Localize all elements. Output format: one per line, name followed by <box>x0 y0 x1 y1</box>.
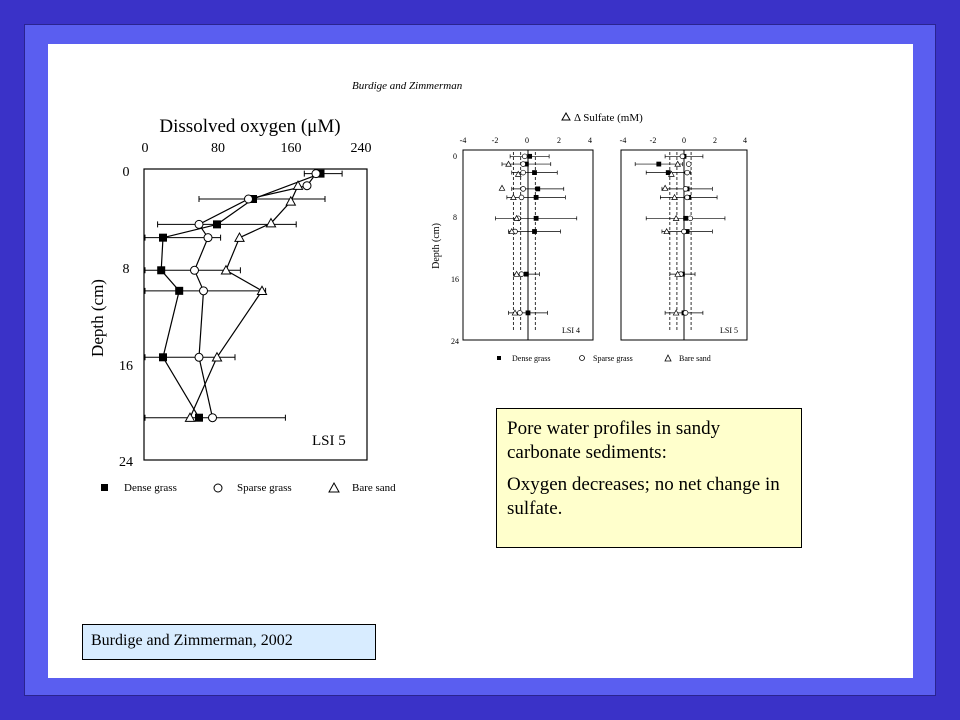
legend-bare-label: Bare sand <box>679 354 711 363</box>
sparse-grass-point <box>191 266 199 274</box>
legend-circle-icon <box>214 484 222 492</box>
legend-triangle-icon <box>665 355 671 361</box>
oxygen-series-line <box>161 174 320 418</box>
sulfate-legend <box>497 354 711 363</box>
sulfate-y-tick: 0 <box>453 152 457 161</box>
legend-sparse-label: Sparse grass <box>237 482 292 494</box>
dense-grass-point <box>524 272 529 277</box>
sparse-grass-point <box>517 310 522 315</box>
oxygen-x-ticks <box>142 141 372 156</box>
sulfate-y-ticks <box>451 152 459 346</box>
sulfate-panel-lsi5 <box>620 136 747 340</box>
dense-grass-point <box>683 216 688 221</box>
dense-grass-point <box>535 186 540 191</box>
sparse-grass-point <box>312 170 320 178</box>
oxygen-y-title: Depth (cm) <box>88 279 107 357</box>
sulfate-panel-lsi4 <box>460 136 593 340</box>
sparse-grass-point <box>195 353 203 361</box>
dense-grass-point <box>527 154 532 159</box>
oxygen-y-tick: 0 <box>122 165 130 180</box>
dense-grass-point <box>532 170 537 175</box>
bare-sand-point <box>286 197 295 205</box>
sulfate-x-tick: 2 <box>557 136 561 145</box>
sparse-grass-point <box>521 170 526 175</box>
sparse-grass-point <box>195 220 203 228</box>
oxygen-x-tick: 80 <box>211 141 225 156</box>
oxygen-y-tick: 16 <box>119 359 133 374</box>
dense-grass-point <box>157 266 165 274</box>
oxygen-y-tick: 24 <box>119 455 133 470</box>
bare-sand-point <box>235 233 244 241</box>
dense-grass-point <box>195 414 203 422</box>
sparse-grass-point <box>686 162 691 167</box>
caption-box <box>496 408 802 548</box>
oxygen-series-line <box>195 174 317 418</box>
dense-grass-point <box>532 229 537 234</box>
sparse-grass-point <box>680 154 685 159</box>
oxygen-data-marks <box>145 170 342 422</box>
sparse-grass-point <box>519 272 524 277</box>
dense-grass-point <box>656 162 661 167</box>
sparse-grass-point <box>682 229 687 234</box>
sparse-grass-point <box>204 234 212 242</box>
dense-grass-point <box>213 220 221 228</box>
oxygen-panel-label: LSI 5 <box>312 433 346 449</box>
sparse-grass-point <box>685 195 690 200</box>
sulfate-title-delta-icon <box>562 113 570 120</box>
legend-dense-label: Dense grass <box>512 354 551 363</box>
legend-square-icon <box>497 356 501 360</box>
legend-bare-label: Bare sand <box>352 482 396 494</box>
sparse-grass-point <box>200 287 208 295</box>
sulfate-lsi5-data-marks <box>635 150 725 340</box>
bare-sand-point <box>515 171 521 176</box>
sparse-grass-point <box>522 154 527 159</box>
oxygen-y-ticks <box>119 165 133 470</box>
sulfate-x-tick: -2 <box>491 136 499 145</box>
sparse-grass-point <box>521 162 526 167</box>
legend-sparse-label: Sparse grass <box>593 354 633 363</box>
sparse-grass-point <box>683 310 688 315</box>
sulfate-x-tick: -4 <box>459 136 467 145</box>
sulfate-lsi4-data-marks <box>496 150 577 340</box>
oxygen-plot-frame <box>144 169 367 460</box>
oxygen-x-tick: 240 <box>350 141 372 156</box>
oxygen-x-tick: 0 <box>141 141 149 156</box>
oxygen-y-tick: 8 <box>122 262 130 277</box>
oxygen-legend <box>101 482 396 494</box>
oxygen-x-title: Dissolved oxygen (μM) <box>159 116 341 137</box>
sparse-grass-point <box>303 182 311 190</box>
sparse-grass-point <box>688 216 693 221</box>
sulfate-title: Δ Sulfate (mM) <box>574 112 643 124</box>
sparse-grass-point <box>209 414 217 422</box>
dense-grass-point <box>175 287 183 295</box>
sulfate-panel-label-lsi4: LSI 4 <box>562 326 580 335</box>
legend-triangle-icon <box>329 483 339 492</box>
sulfate-x-tick: 2 <box>713 136 717 145</box>
legend-circle-icon <box>580 356 585 361</box>
sulfate-x-tick: 0 <box>525 136 529 145</box>
sulfate-y-tick: 8 <box>453 213 457 222</box>
legend-dense-label: Dense grass <box>124 482 177 494</box>
sulfate-x-tick: 4 <box>743 136 747 145</box>
bare-sand-point <box>499 185 505 190</box>
bare-sand-point <box>662 185 668 190</box>
dense-grass-point <box>159 234 167 242</box>
caption-line-1: Pore water profiles in sandy carbonate sediments: <box>507 418 721 463</box>
sulfate-chart <box>431 112 747 363</box>
sulfate-y-title: Depth (cm) <box>431 223 442 269</box>
sulfate-y-tick: 24 <box>451 337 459 346</box>
dense-grass-point <box>534 216 539 221</box>
sulfate-x-tick: 4 <box>588 136 592 145</box>
sulfate-x-tick: 0 <box>682 136 686 145</box>
sulfate-x-tick: -4 <box>619 136 627 145</box>
dense-grass-point <box>159 353 167 361</box>
caption-line-2: Oxygen decreases; no net change in sulfate. <box>507 474 780 519</box>
sulfate-x-tick: -2 <box>649 136 657 145</box>
figure-header: Burdige and Zimmerman <box>352 80 463 92</box>
bare-sand-point <box>293 181 302 189</box>
oxygen-x-tick: 160 <box>280 141 302 156</box>
oxygen-chart <box>88 116 372 470</box>
sulfate-y-tick: 16 <box>451 275 459 284</box>
dense-grass-point <box>526 310 531 315</box>
citation-box: Burdige and Zimmerman, 2002 <box>82 624 376 660</box>
sparse-grass-point <box>521 186 526 191</box>
dense-grass-point <box>534 195 539 200</box>
sparse-grass-point <box>685 170 690 175</box>
sparse-grass-point <box>683 186 688 191</box>
sparse-grass-point <box>519 195 524 200</box>
sulfate-panel-label-lsi5: LSI 5 <box>720 326 738 335</box>
legend-square-icon <box>101 484 108 491</box>
sparse-grass-point <box>245 195 253 203</box>
